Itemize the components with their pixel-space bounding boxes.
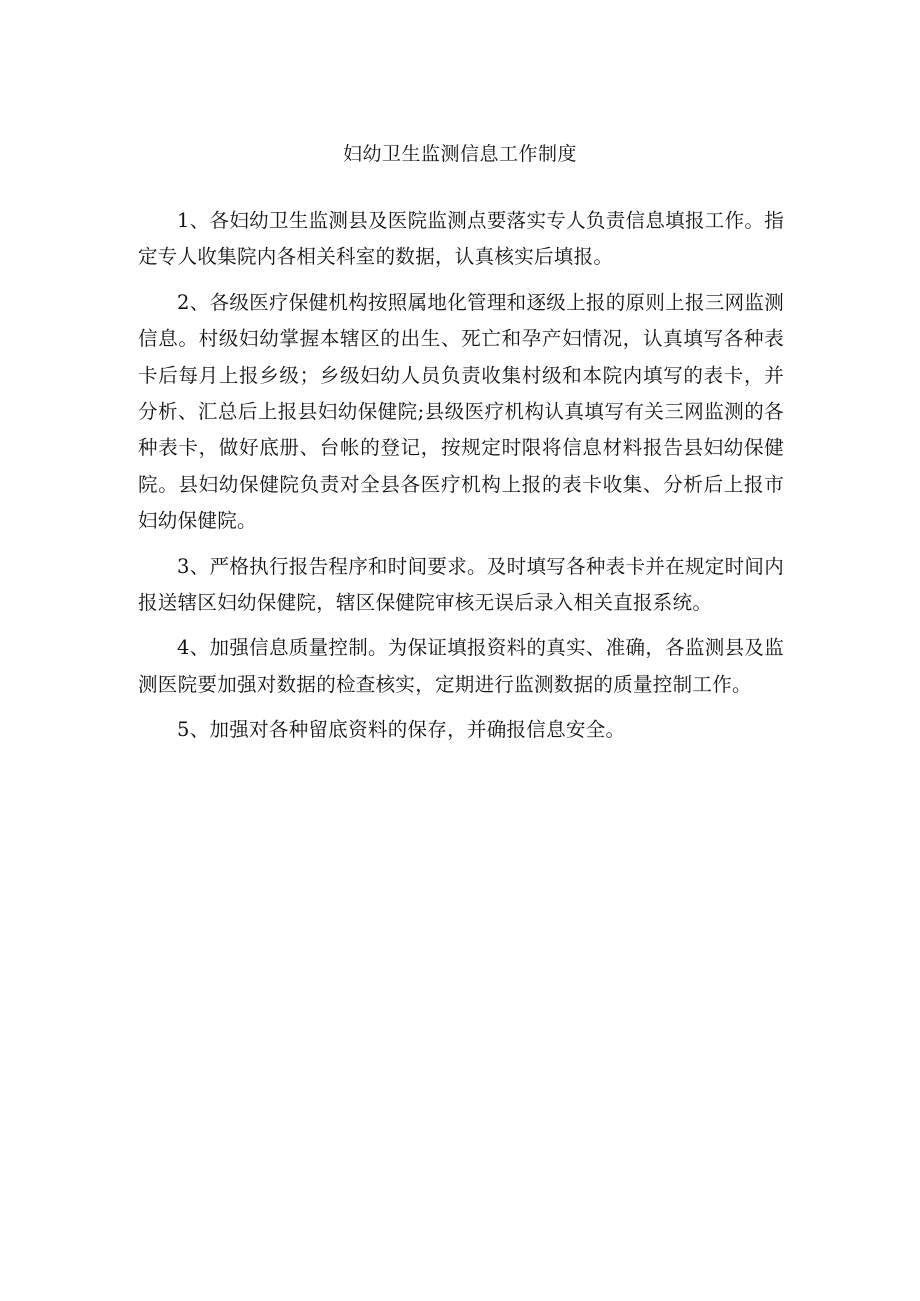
paragraph-2: 2、各级医疗保健机构按照属地化管理和逐级上报的原则上报三网监测信息。村级妇幼掌握本辖区的出生、死亡和孕产妇情况，认真填写各种表卡后每月上报乡级；乡级妇幼人员负责收集村级和本院内填写的表卡，并分析、汇总后上报县妇幼保健院;县级医疗机构认真填写有关三网监测的各种表卡，做好底册、台帐的登记，按规定时限将信息材料报告县妇幼保健院。县妇幼保健院负责对全县各医疗机构上报的表卡收集、分析后上报市妇幼保健院。 — [138, 290, 784, 533]
paragraph-4: 4、加强信息质量控制。为保证填报资料的真实、准确，各监测县及监测医院要加强对数据的检查核实，定期进行监测数据的质量控制工作。 — [138, 636, 784, 696]
paragraph-3: 3、严格执行报告程序和时间要求。及时填写各种表卡并在规定时间内报送辖区妇幼保健院，辖区保健院审核无误后录入相关直报系统。 — [138, 554, 784, 615]
document-title: 妇幼卫生监测信息工作制度 — [342, 143, 577, 165]
document-body — [138, 203, 784, 758]
paragraph-1: 1、各妇幼卫生监测县及医院监测点要落实专人负责信息填报工作。指定专人收集院内各相关科室的数据，认真核实后填报。 — [138, 209, 784, 269]
paragraph-5: 5、加强对各种留底资料的保存，并确报信息安全。 — [177, 718, 626, 742]
